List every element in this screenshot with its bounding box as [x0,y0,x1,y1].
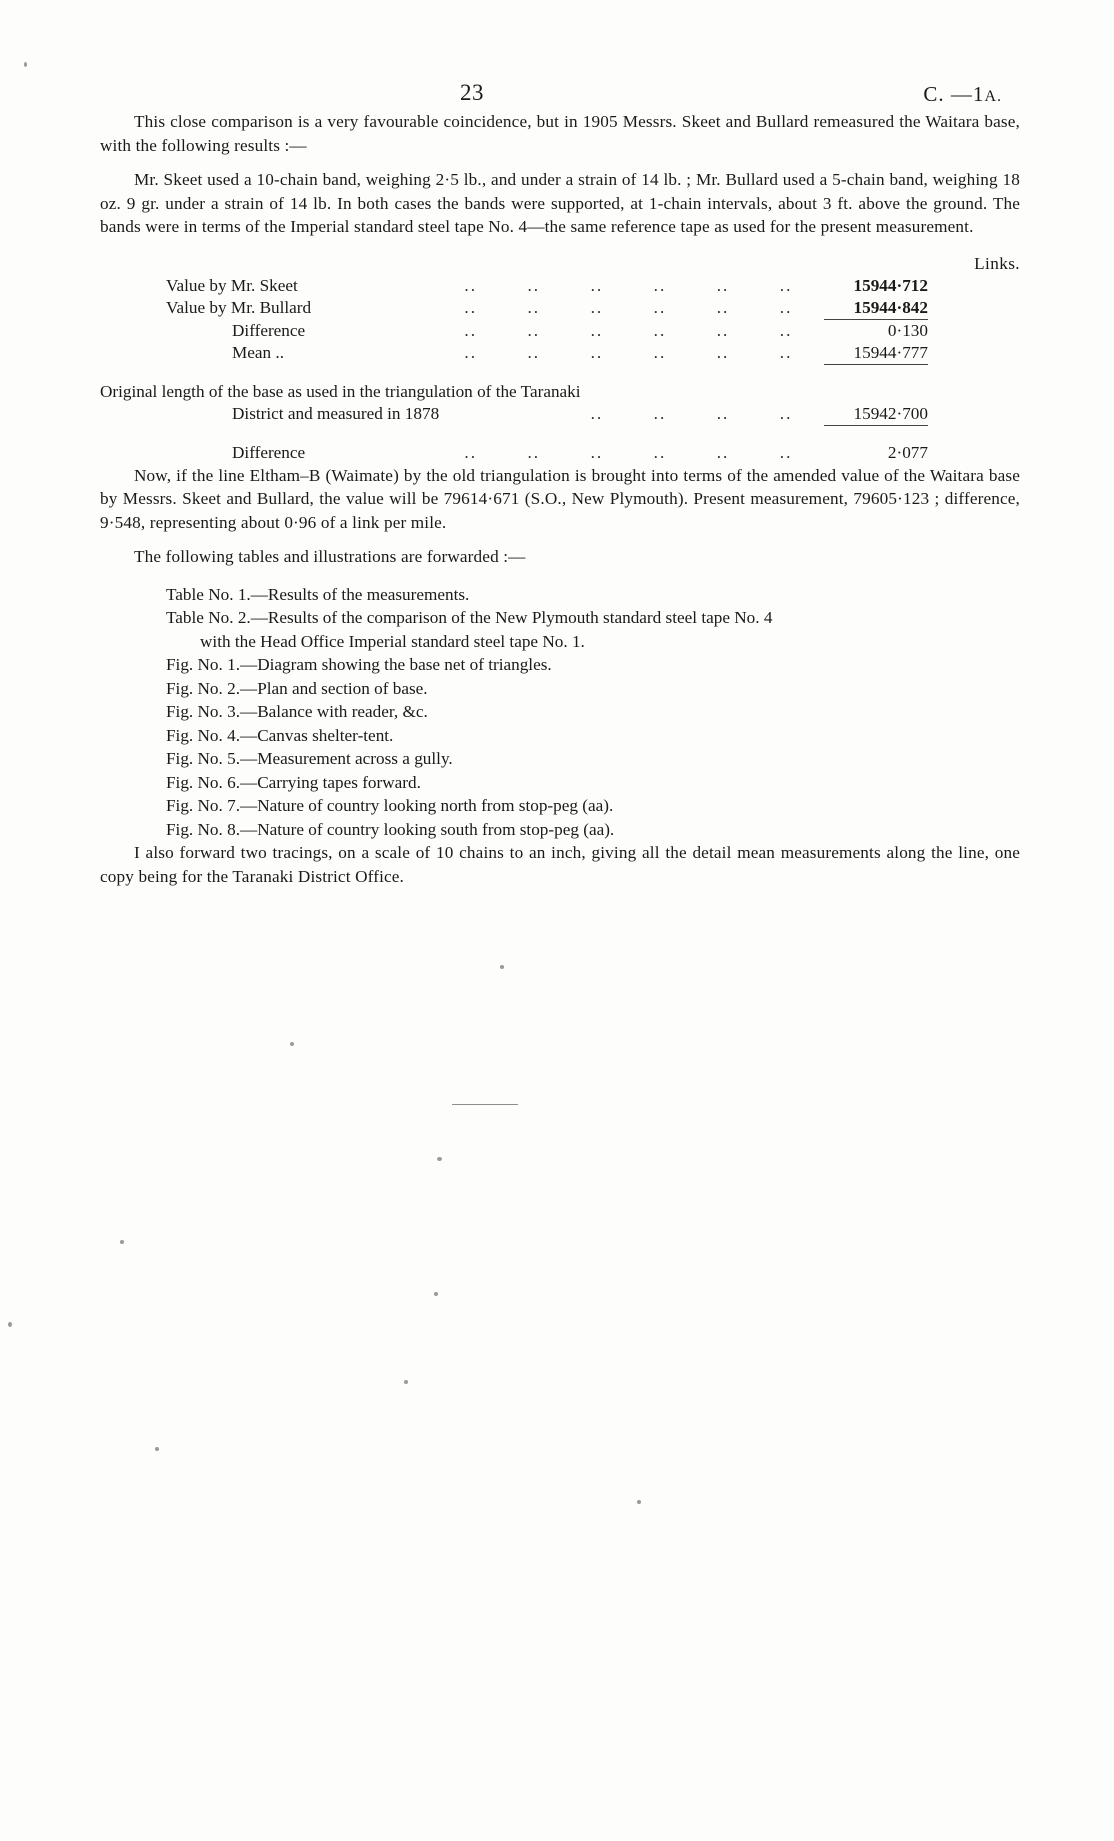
document-code-text: C. —1 [923,82,985,106]
leader-dots: .. [527,297,541,317]
document-code [923,82,1002,107]
row-label: District and measured in 1878 [232,403,440,423]
scan-speck [8,1322,12,1327]
leader-dots: .. [779,442,793,462]
list-item: Fig. No. 7.—Nature of country looking north from stop-peg (aa). [166,796,614,815]
table-spacer [100,426,1020,442]
scan-speck [120,1240,124,1244]
leader-dots: .. [653,342,667,362]
table-row [100,320,1020,342]
scan-speck [404,1380,408,1384]
paragraph-5: I also forward two tracings, on a scale of 10 chains to an inch, giving all the detail mean measurements along the line, one copy being for the Taranaki District Office. [100,843,1020,886]
scan-speck [437,1157,442,1161]
scan-speck [290,1042,294,1046]
leader-dots: .. [590,403,604,423]
leader-dots: .. [464,442,477,462]
row-value: 15942·700 [853,403,928,423]
list-item: Fig. No. 4.—Canvas shelter-tent. [166,725,394,745]
leader-dots: .. [716,320,730,340]
table-row [100,342,1020,364]
list-item: Fig. No. 1.—Diagram showing the base net of triangles. [166,655,552,674]
scan-dash [452,1104,518,1105]
list-item: Fig. No. 8.—Nature of country looking south from stop-peg (aa). [166,819,615,839]
leader-dots: .. [653,320,667,340]
document-code-suffix: A. [984,88,1002,105]
table-row [100,403,1020,425]
leader-dots [439,403,502,425]
list-item: Fig. No. 5.—Measurement across a gully. [166,749,453,768]
scan-speck [434,1292,438,1296]
row-value: 2·077 [887,442,928,462]
table-units-row [100,253,1020,275]
leader-dots: .. [527,320,541,340]
paragraph-2: Mr. Skeet used a 10-chain band, weighing 2·5 lb., and under a strain of 14 lb. ; Mr. Bullard used a 5-chain band, weighing 18 oz. 9 gr. under a strain of 14 lb. In both cases the bands were supported, at 1-chain intervals, about 3 ft. above the ground. The bands were in terms of the Imperial standard steel tape No. 4—the same reference tape as used for the present measurement. [100,170,1020,236]
table-row [100,442,1020,464]
figures-list [100,583,1020,842]
scan-speck [155,1447,159,1451]
leader-dots: .. [779,275,793,295]
page-number: 23 [460,80,484,105]
leader-dots: .. [464,275,477,295]
leader-dots: .. [653,297,667,317]
leader-dots: .. [653,275,667,295]
list-item: Fig. No. 2.—Plan and section of base. [166,678,428,698]
leader-dots: .. [590,320,604,340]
leader-dots: .. [716,297,730,317]
leader-dots: .. [464,342,477,362]
table-row [100,275,1020,297]
leader-dots: .. [464,297,477,317]
list-item-continuation: with the Head Office Imperial standard steel tape No. 1. [200,631,585,651]
leader-dots: .. [590,297,604,317]
leader-dots: .. [590,275,604,295]
leader-dots: .. [779,403,793,423]
table-row [100,381,1020,403]
scan-speck [500,965,504,969]
paragraph-3: Now, if the line Eltham–B (Waimate) by the old triangulation is brought into terms of the amended value of the Waitara base by Messrs. Skeet and Bullard, the value will be 79614·671 (S.O., New Plymouth). Present measurement, 79605·123 ; difference, 9·548, representing about 0·96 of a link per mile. [100,465,1020,532]
list-item: Fig. No. 6.—Carrying tapes forward. [166,772,421,792]
leader-dots: .. [716,275,730,295]
leader-dots: .. [527,275,541,295]
leader-dots: .. [527,442,541,462]
leader-dots [502,403,565,425]
row-value: 15944·712 [853,275,928,295]
measurement-results-table [100,253,1020,464]
leader-dots: .. [590,442,604,462]
table-spacer [100,365,1020,381]
leader-dots: .. [716,442,730,462]
leader-dots: .. [653,403,667,423]
list-item: Table No. 1.—Results of the measurements. [166,584,470,604]
paragraph-1: This close comparison is a very favourable coincidence, but in 1905 Messrs. Skeet and Bullard remeasured the Waitara base, with the following results :— [100,112,1020,155]
page-header [100,70,1020,110]
list-item: Fig. No. 3.—Balance with reader, &c. [166,702,428,721]
row-label: Value by Mr. Skeet [166,275,298,295]
leader-dots: .. [527,342,541,362]
row-value: 15944·777 [853,342,928,362]
leader-dots: .. [779,297,793,317]
units-label: Links. [974,253,1020,273]
table-row [100,297,1020,319]
leader-dots: .. [716,403,730,423]
leader-dots: .. [464,320,477,340]
row-value: 15944·842 [853,297,928,317]
scan-speck [24,62,27,67]
scan-speck [637,1500,641,1504]
paragraph-4: The following tables and illustrations are forwarded :— [134,547,526,566]
leader-dots: .. [779,320,793,340]
leader-dots: .. [653,442,667,462]
row-value: 0·130 [887,320,928,340]
leader-dots: .. [716,342,730,362]
row-label: Difference [232,442,306,462]
row-label: Value by Mr. Bullard [166,297,312,317]
list-item: Table No. 2.—Results of the comparison of the New Plymouth standard steel tape No. 4 [166,608,773,627]
row-label: Difference [232,320,306,340]
row-label: Original length of the base as used in the triangulation of the Taranaki [100,381,581,401]
row-label: Mean .. [232,342,285,362]
leader-dots: .. [590,342,604,362]
page-content [100,70,1020,899]
leader-dots: .. [779,342,793,362]
